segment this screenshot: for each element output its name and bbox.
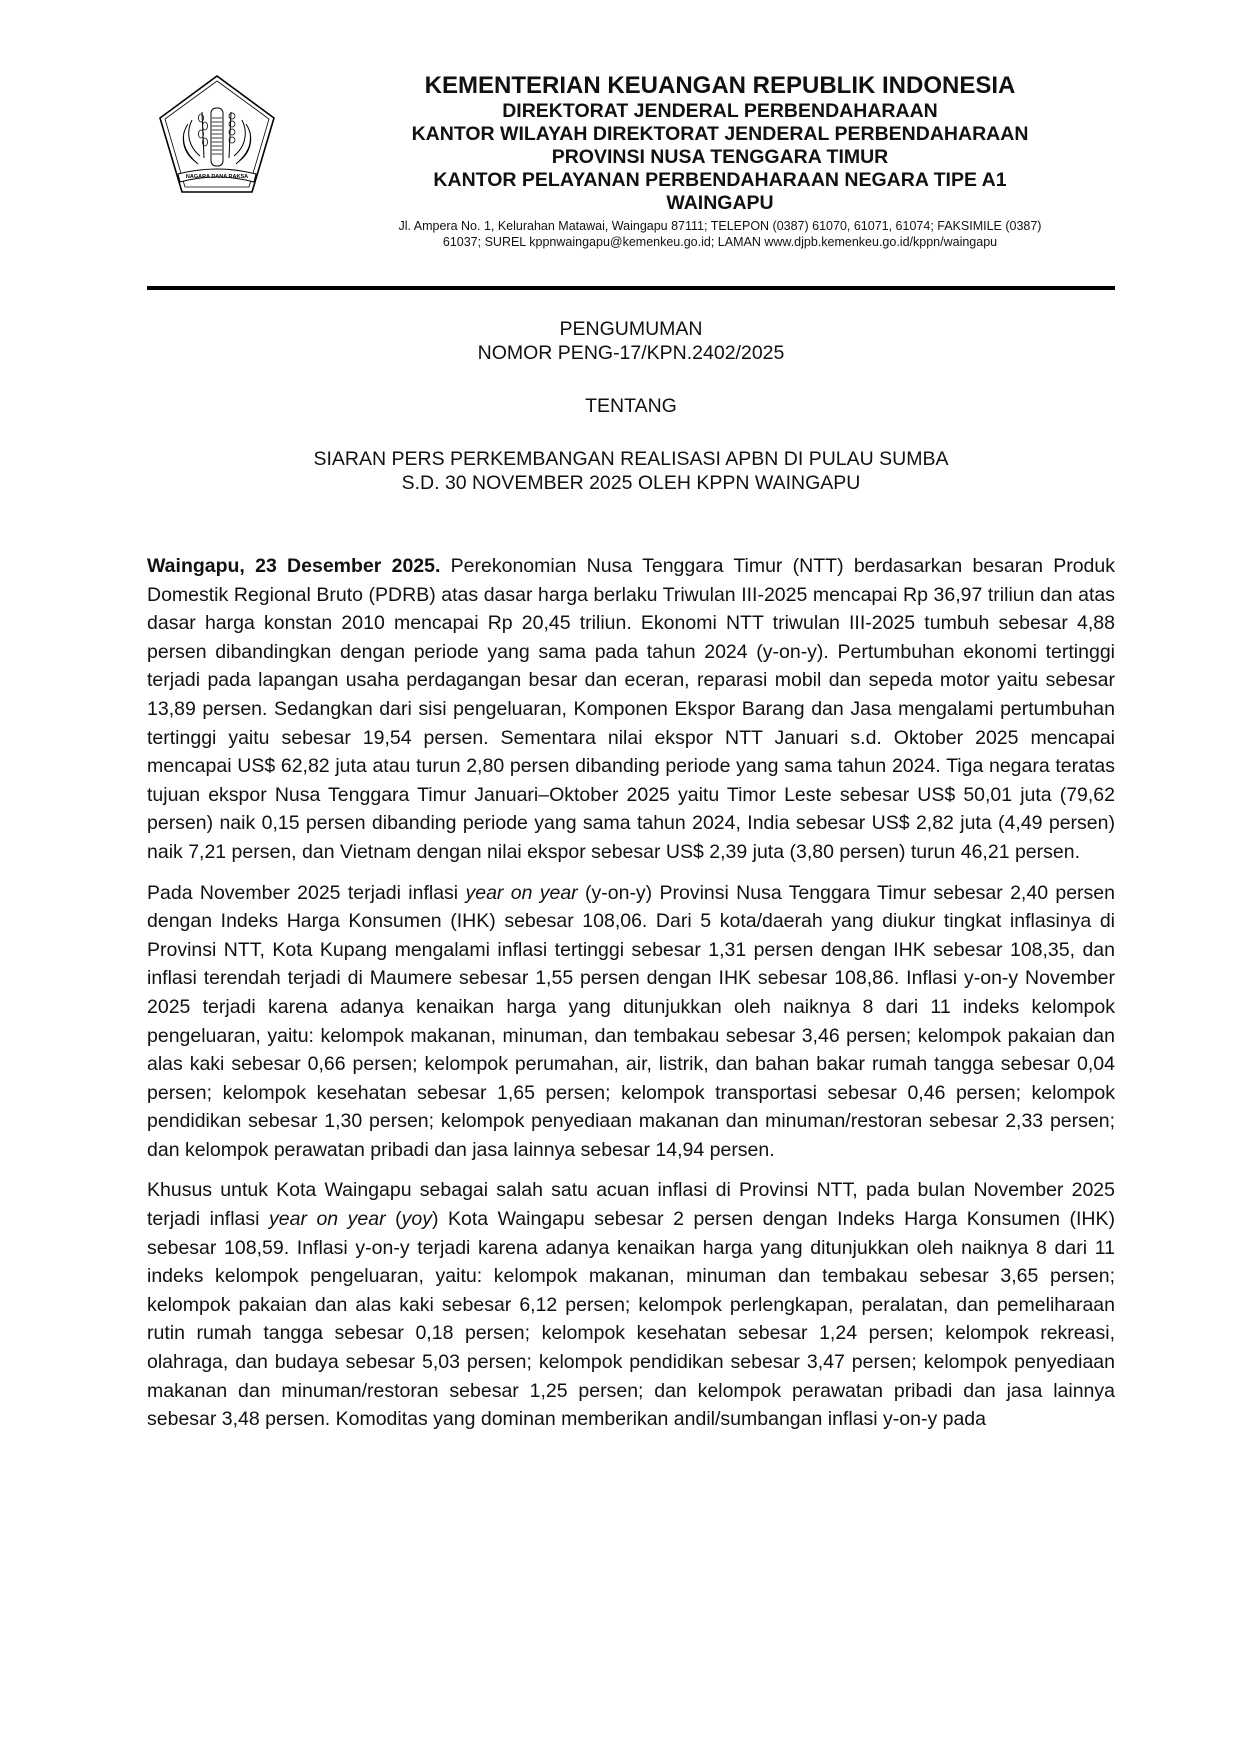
announcement-subject-line-2: S.D. 30 NOVEMBER 2025 OLEH KPPN WAINGAPU [401,472,861,494]
svg-text:NAGARA DANA RAKSA: NAGARA DANA RAKSA [185,174,249,180]
paragraph-ntt-inflation: Pada November 2025 terjadi inflasi year on year (y-on-y) Provinsi Nusa Tenggara Timur sebesar 2,40 persen dengan Indeks Harga Konsumen (IHK) sebesar 108,06. Dari 5 kota/daerah yang diukur tingkat inflasinya di Provinsi NTT, Kota Kupang mengalami inflasi tertinggi sebesar 1,31 persen dengan IHK sebesar 108,35, dan inflasi terendah terjadi di Maumere sebesar 1,55 persen dengan IHK sebesar 108,86. Inflasi y-on-y November 2025 terjadi karena adanya kenaikan harga yang ditunjukkan oleh naiknya 8 dari 11 indeks kelompok pengeluaran, yaitu: kelompok makanan, minuman, dan tembakau sebesar 3,46 persen; kelompok pakaian dan alas kaki sebesar 0,66 persen; kelompok perumahan, air, listrik, dan bahan bakar rumah tangga sebesar 0,04 persen; kelompok kesehatan sebesar 1,65 persen; kelompok transportasi sebesar 0,46 persen; kelompok pendidikan sebesar 1,30 persen; kelompok penyediaan makanan dan minuman/restoran sebesar 2,33 persen; dan kelompok perawatan pribadi dan jasa lainnya sebesar 14,94 persen. [147,881,1115,1161]
service-office-name: KANTOR PELAYANAN PERBENDAHARAAN NEGARA TIPE A1 [433,169,1007,191]
directorate-name: DIREKTORAT JENDERAL PERBENDAHARAAN [502,100,938,122]
address-line-2: 61037; SUREL kppnwaingapu@kemenkeu.go.id; LAMAN www.djpb.kemenkeu.go.id/kppn/waingapu [442,235,998,249]
announcement-number: NOMOR PENG-17/KPN.2402/2025 [477,342,785,364]
announcement-about: TENTANG [585,395,677,417]
dateline: Waingapu, 23 Desember 2025. [147,555,441,577]
letterhead [325,72,1115,250]
address-line-1: Jl. Ampera No. 1, Kelurahan Matawai, Waingapu 87111; TELEPON (0387) 61070, 61071, 61074; FAKSIMILE (0387) [398,219,1042,233]
announcement-title-block [147,317,1115,495]
city-name: WAINGAPU [666,192,774,214]
press-release-body [147,552,1115,1446]
announcement-subject-line-1: SIARAN PERS PERKEMBANGAN REALISASI APBN DI PULAU SUMBA [313,448,949,470]
paragraph-economy: Waingapu, 23 Desember 2025. Perekonomian Nusa Tenggara Timur (NTT) berdasarkan besaran Produk Domestik Regional Bruto (PDRB) atas dasar harga berlaku Triwulan III-2025 mencapai Rp 36,97 triliun dan atas dasar harga konstan 2010 mencapai Rp 20,45 triliun. Ekonomi NTT triwulan III-2025 tumbuh sebesar 4,88 persen dibandingkan dengan periode yang sama pada tahun 2024 (y-on-y). Pertumbuhan ekonomi tertinggi terjadi pada lapangan usaha perdagangan besar dan eceran, reparasi mobil dan sepeda motor yaitu sebesar 13,89 persen. Sedangkan dari sisi pengeluaran, Komponen Ekspor Barang dan Jasa mengalami pertumbuhan tertinggi yaitu sebesar 19,54 persen. Sementara nilai ekspor NTT Januari s.d. Oktober 2025 mencapai mencapai US$ 62,82 juta atau turun 2,80 persen dibanding periode yang sama tahun 2024. Tiga negara teratas tujuan ekspor Nusa Tenggara Timur Januari–Oktober 2025 yaitu Timor Leste sebesar US$ 50,01 juta (79,62 persen) naik 0,15 persen dibanding periode yang sama tahun 2024, India sebesar US$ 2,82 juta (4,49 persen) naik 7,21 persen, dan Vietnam dengan nilai ekspor sebesar US$ 2,39 juta (3,80 persen) turun 46,21 persen. [147,555,1115,863]
letterhead-divider [147,286,1115,290]
paragraph-waingapu-inflation: Khusus untuk Kota Waingapu sebagai salah satu acuan inflasi di Provinsi NTT, pada bulan November 2025 terjadi inflasi year on year (yoy) Kota Waingapu sebesar 2 persen dengan Indeks Harga Konsumen (IHK) sebesar 108,59. Inflasi y-on-y terjadi karena adanya kenaikan harga yang ditunjukkan oleh naiknya 8 dari 11 indeks kelompok pengeluaran, yaitu: kelompok makanan, minuman dan tembakau sebesar 3,65 persen; kelompok pakaian dan alas kaki sebesar 6,12 persen; kelompok perlengkapan, peralatan, dan pemeliharaan rutin rumah tangga sebesar 0,18 persen; kelompok kesehatan sebesar 1,24 persen; kelompok rekreasi, olahraga, dan budaya sebesar 5,03 persen; kelompok pendidikan sebesar 3,47 persen; kelompok penyediaan makanan dan minuman/restoran sebesar 1,25 persen; dan kelompok perawatan pribadi dan jasa lainnya sebesar 3,48 persen. Komoditas yang dominan memberikan andil/sumbangan inflasi y-on-y pada [147,1179,1115,1431]
ministry-logo-icon [158,74,276,196]
province-name: PROVINSI NUSA TENGGARA TIMUR [551,146,889,168]
announcement-type: PENGUMUMAN [559,318,703,340]
regional-office-name: KANTOR WILAYAH DIREKTORAT JENDERAL PERBENDAHARAAN [411,123,1029,145]
ministry-name: KEMENTERIAN KEUANGAN REPUBLIK INDONESIA [424,72,1016,99]
